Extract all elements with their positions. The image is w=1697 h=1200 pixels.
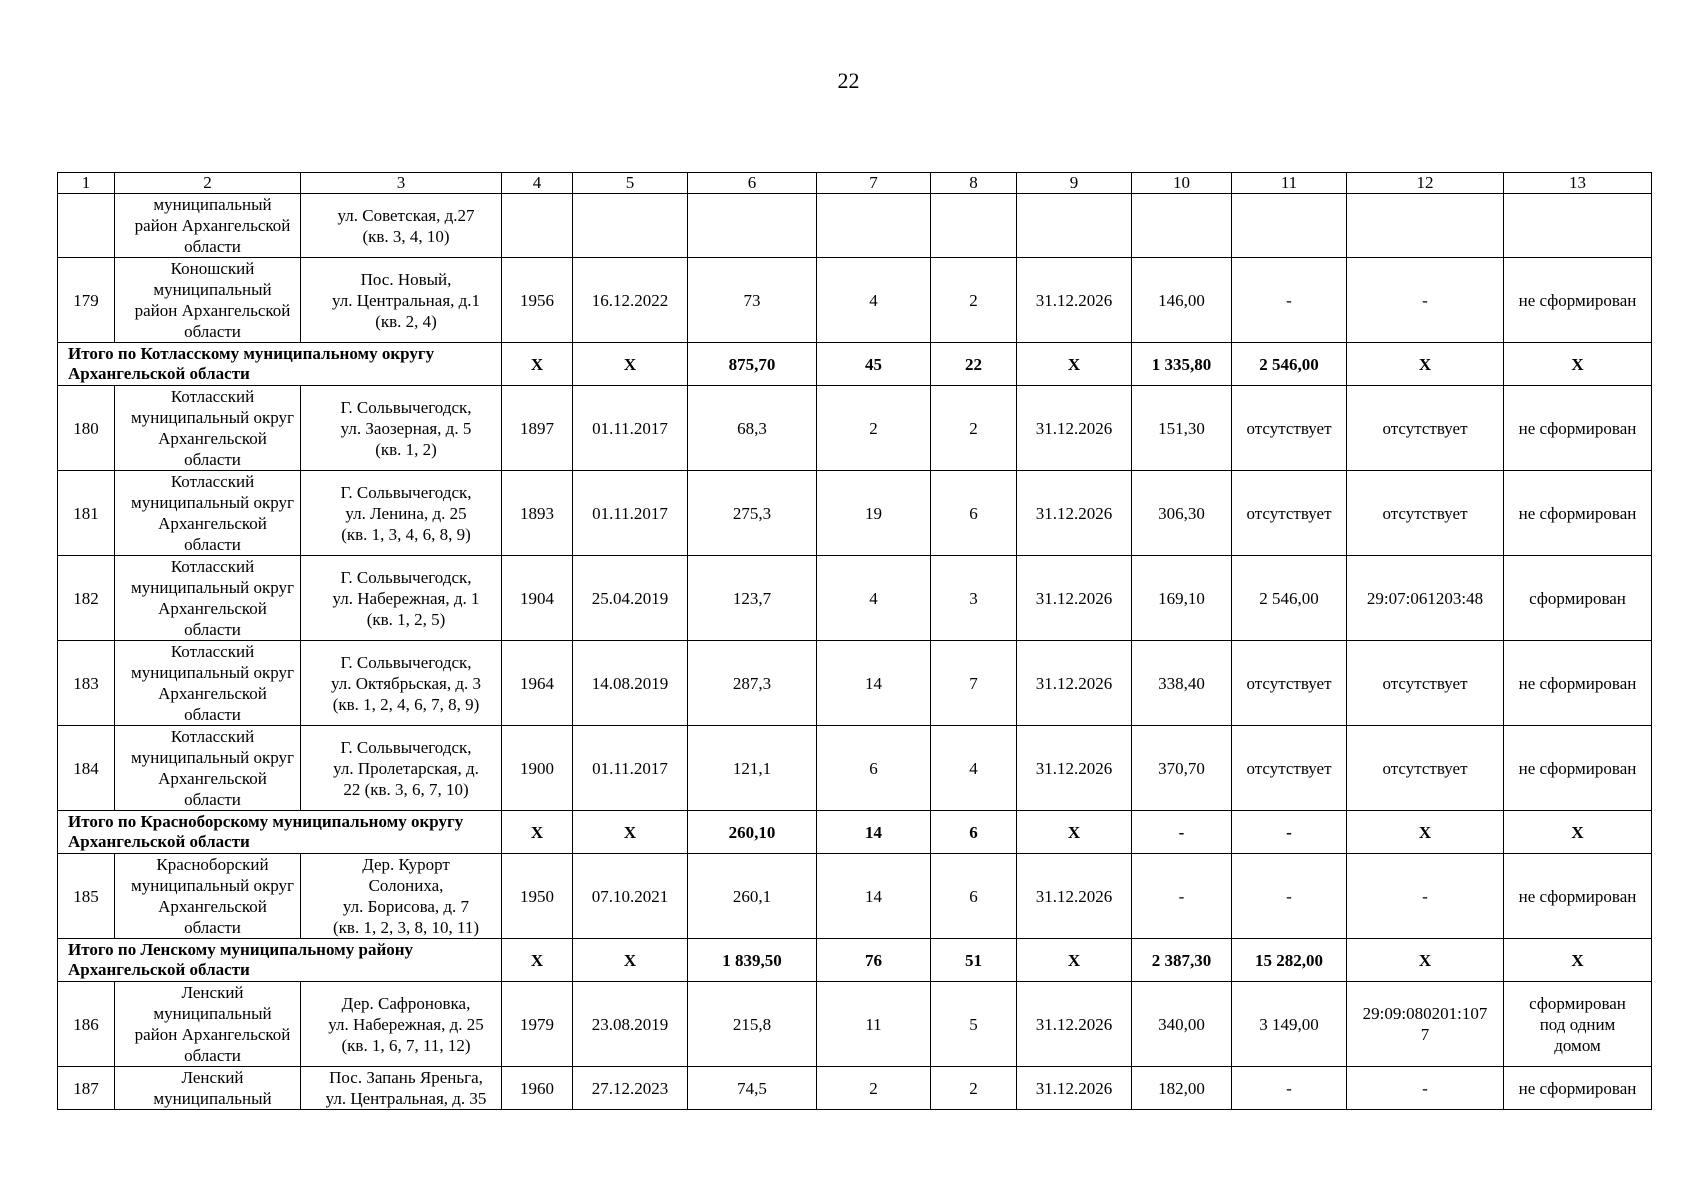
table-cell: 31.12.2026 [1017, 471, 1132, 556]
table-cell: 287,3 [688, 641, 817, 726]
column-number-row [58, 173, 1652, 194]
municipality-cell: Коношский муниципальный район Архангельской области [115, 258, 301, 343]
table-cell [1504, 194, 1652, 258]
subtotal-cell: X [1017, 811, 1132, 854]
column-header: 3 [301, 173, 502, 194]
address-cell: Дер. Курорт Солониха, ул. Борисова, д. 7 (кв. 1, 2, 3, 8, 10, 11) [301, 854, 502, 939]
table-cell: 186 [58, 982, 115, 1067]
table-cell: 181 [58, 471, 115, 556]
municipality-cell: Ленский муниципальный район Архангельской области [115, 982, 301, 1067]
municipality-cell: Котласский муниципальный округ Архангельской области [115, 471, 301, 556]
table-cell: 370,70 [1132, 726, 1232, 811]
subtotal-cell: 45 [817, 343, 931, 386]
column-header: 6 [688, 173, 817, 194]
table-cell: 27.12.2023 [573, 1067, 688, 1110]
table-cell: - [1232, 258, 1347, 343]
subtotal-cell: - [1232, 811, 1347, 854]
column-header: 9 [1017, 173, 1132, 194]
column-header: 2 [115, 173, 301, 194]
table-cell: отсутствует [1347, 471, 1504, 556]
subtotal-cell: X [1347, 811, 1504, 854]
table-cell: 184 [58, 726, 115, 811]
table-cell: 3 [931, 556, 1017, 641]
subtotal-cell: X [1504, 939, 1652, 982]
table-cell: 6 [931, 854, 1017, 939]
subtotal-cell: 6 [931, 811, 1017, 854]
table-cell: 151,30 [1132, 386, 1232, 471]
table-cell: 4 [817, 556, 931, 641]
table-cell: сформирован под одним домом [1504, 982, 1652, 1067]
table-cell: 68,3 [688, 386, 817, 471]
subtotal-row [58, 343, 1652, 386]
table-cell: 180 [58, 386, 115, 471]
subtotal-cell: X [1504, 811, 1652, 854]
table-cell [502, 194, 573, 258]
table-cell: 338,40 [1132, 641, 1232, 726]
table-cell [1017, 194, 1132, 258]
subtotal-cell: 14 [817, 811, 931, 854]
table-cell [688, 194, 817, 258]
column-header: 7 [817, 173, 931, 194]
table-row [58, 982, 1652, 1067]
table-cell: 1904 [502, 556, 573, 641]
subtotal-cell: 875,70 [688, 343, 817, 386]
column-header: 1 [58, 173, 115, 194]
table-cell: 1960 [502, 1067, 573, 1110]
table-cell [1232, 194, 1347, 258]
table-cell: 5 [931, 982, 1017, 1067]
table-cell: - [1132, 854, 1232, 939]
table-cell [58, 194, 115, 258]
table-cell: 29:07:061203:48 [1347, 556, 1504, 641]
table-cell: 19 [817, 471, 931, 556]
column-header: 4 [502, 173, 573, 194]
table-cell: отсутствует [1232, 386, 1347, 471]
table-cell: 07.10.2021 [573, 854, 688, 939]
table-cell: 340,00 [1132, 982, 1232, 1067]
table-cell: 16.12.2022 [573, 258, 688, 343]
page-number: 22 [837, 68, 860, 93]
subtotal-cell: X [502, 343, 573, 386]
table-cell: 01.11.2017 [573, 471, 688, 556]
address-cell: Г. Сольвычегодск, ул. Набережная, д. 1 (кв. 1, 2, 5) [301, 556, 502, 641]
housing-registry-table [57, 172, 1652, 1110]
table-cell: 14 [817, 641, 931, 726]
column-header: 11 [1232, 173, 1347, 194]
table-cell: 6 [931, 471, 1017, 556]
table-row [58, 386, 1652, 471]
table-cell: 23.08.2019 [573, 982, 688, 1067]
table-cell: 185 [58, 854, 115, 939]
table-cell: 31.12.2026 [1017, 726, 1132, 811]
subtotal-cell: 51 [931, 939, 1017, 982]
subtotal-cell: 76 [817, 939, 931, 982]
subtotal-row [58, 939, 1652, 982]
table-cell: 183 [58, 641, 115, 726]
table-cell: - [1232, 854, 1347, 939]
subtotal-cell: X [1504, 343, 1652, 386]
subtotal-label: Итого по Ленскому муниципальному району Архангельской области [58, 939, 502, 982]
table-cell: 31.12.2026 [1017, 556, 1132, 641]
table-cell: 31.12.2026 [1017, 258, 1132, 343]
table-cell: 275,3 [688, 471, 817, 556]
table-cell: 182,00 [1132, 1067, 1232, 1110]
table-cell: 121,1 [688, 726, 817, 811]
table-cell: 6 [817, 726, 931, 811]
table-cell: 2 [817, 386, 931, 471]
table-cell: 31.12.2026 [1017, 386, 1132, 471]
table-cell [1347, 194, 1504, 258]
subtotal-cell: 2 387,30 [1132, 939, 1232, 982]
table-cell: 169,10 [1132, 556, 1232, 641]
table-cell: 31.12.2026 [1017, 854, 1132, 939]
subtotal-cell: X [573, 939, 688, 982]
address-cell: Пос. Запань Яреньга, ул. Центральная, д. 35 [301, 1067, 502, 1110]
table-cell: 14 [817, 854, 931, 939]
subtotal-label: Итого по Красноборскому муниципальному округу Архангельской области [58, 811, 502, 854]
subtotal-cell: 22 [931, 343, 1017, 386]
column-header: 8 [931, 173, 1017, 194]
table-cell: отсутствует [1347, 726, 1504, 811]
address-cell: ул. Советская, д.27 (кв. 3, 4, 10) [301, 194, 502, 258]
table-cell: 2 [931, 386, 1017, 471]
column-header: 10 [1132, 173, 1232, 194]
municipality-cell: Ленский муниципальный [115, 1067, 301, 1110]
address-cell: Г. Сольвычегодск, ул. Пролетарская, д. 22 (кв. 3, 6, 7, 10) [301, 726, 502, 811]
table-cell: 1897 [502, 386, 573, 471]
table-cell: - [1347, 1067, 1504, 1110]
table-cell: не сформирован [1504, 1067, 1652, 1110]
table-row [58, 258, 1652, 343]
table-cell: 4 [931, 726, 1017, 811]
subtotal-cell: X [1347, 939, 1504, 982]
table-cell: отсутствует [1232, 726, 1347, 811]
table-row [58, 641, 1652, 726]
table-cell: 31.12.2026 [1017, 982, 1132, 1067]
municipality-cell: Котласский муниципальный округ Архангельской области [115, 556, 301, 641]
municipality-cell: Котласский муниципальный округ Архангельской области [115, 386, 301, 471]
address-cell: Г. Сольвычегодск, ул. Ленина, д. 25 (кв. 1, 3, 4, 6, 8, 9) [301, 471, 502, 556]
table-cell: 2 [931, 1067, 1017, 1110]
table-row [58, 556, 1652, 641]
table-cell: не сформирован [1504, 854, 1652, 939]
table-cell: 260,1 [688, 854, 817, 939]
table-cell: 1950 [502, 854, 573, 939]
municipality-cell: муниципальный район Архангельской области [115, 194, 301, 258]
table-cell: - [1232, 1067, 1347, 1110]
table-cell: 1979 [502, 982, 573, 1067]
table-cell: 31.12.2026 [1017, 641, 1132, 726]
municipality-cell: Котласский муниципальный округ Архангельской области [115, 726, 301, 811]
table-cell: отсутствует [1232, 471, 1347, 556]
table-cell: 3 149,00 [1232, 982, 1347, 1067]
table-row [58, 471, 1652, 556]
subtotal-cell: X [1017, 343, 1132, 386]
table-cell: 179 [58, 258, 115, 343]
table-cell: 14.08.2019 [573, 641, 688, 726]
table-cell: 7 [931, 641, 1017, 726]
table-cell: 1964 [502, 641, 573, 726]
subtotal-cell: - [1132, 811, 1232, 854]
table-row [58, 194, 1652, 258]
subtotal-cell: 2 546,00 [1232, 343, 1347, 386]
subtotal-cell: X [573, 811, 688, 854]
subtotal-cell: X [502, 811, 573, 854]
address-cell: Г. Сольвычегодск, ул. Заозерная, д. 5 (кв. 1, 2) [301, 386, 502, 471]
table-cell: 2 [931, 258, 1017, 343]
table-cell: 215,8 [688, 982, 817, 1067]
table-cell [1132, 194, 1232, 258]
subtotal-cell: X [1017, 939, 1132, 982]
table-cell: 182 [58, 556, 115, 641]
table-cell: 73 [688, 258, 817, 343]
table-cell: 2 [817, 1067, 931, 1110]
table-cell: отсутствует [1347, 641, 1504, 726]
table-cell: 4 [817, 258, 931, 343]
table-cell: не сформирован [1504, 641, 1652, 726]
table-cell: - [1347, 854, 1504, 939]
table-cell: 123,7 [688, 556, 817, 641]
table-cell: 31.12.2026 [1017, 1067, 1132, 1110]
address-cell: Дер. Сафроновка, ул. Набережная, д. 25 (кв. 1, 6, 7, 11, 12) [301, 982, 502, 1067]
table-cell: 306,30 [1132, 471, 1232, 556]
table-row [58, 1067, 1652, 1110]
municipality-cell: Котласский муниципальный округ Архангельской области [115, 641, 301, 726]
subtotal-cell: 1 335,80 [1132, 343, 1232, 386]
table-cell: 146,00 [1132, 258, 1232, 343]
table-cell: 01.11.2017 [573, 726, 688, 811]
table-cell: отсутствует [1347, 386, 1504, 471]
table-cell: 187 [58, 1067, 115, 1110]
table-cell: 01.11.2017 [573, 386, 688, 471]
subtotal-cell: 1 839,50 [688, 939, 817, 982]
table-cell: 2 546,00 [1232, 556, 1347, 641]
subtotal-cell: 260,10 [688, 811, 817, 854]
table-cell: не сформирован [1504, 471, 1652, 556]
table-cell: - [1347, 258, 1504, 343]
table-cell: 11 [817, 982, 931, 1067]
table-cell: 1956 [502, 258, 573, 343]
table-cell: 1893 [502, 471, 573, 556]
table-cell: 74,5 [688, 1067, 817, 1110]
subtotal-cell: X [573, 343, 688, 386]
table-cell [573, 194, 688, 258]
address-cell: Г. Сольвычегодск, ул. Октябрьская, д. 3 (кв. 1, 2, 4, 6, 7, 8, 9) [301, 641, 502, 726]
table-cell: не сформирован [1504, 386, 1652, 471]
table-cell: сформирован [1504, 556, 1652, 641]
address-cell: Пос. Новый, ул. Центральная, д.1 (кв. 2, 4) [301, 258, 502, 343]
table-cell: отсутствует [1232, 641, 1347, 726]
table-cell: не сформирован [1504, 258, 1652, 343]
table-cell: не сформирован [1504, 726, 1652, 811]
table-header [58, 173, 1652, 194]
column-header: 13 [1504, 173, 1652, 194]
subtotal-cell: 15 282,00 [1232, 939, 1347, 982]
table-cell: 29:09:080201:107 7 [1347, 982, 1504, 1067]
subtotal-label: Итого по Котласскому муниципальному округу Архангельской области [58, 343, 502, 386]
column-header: 5 [573, 173, 688, 194]
table-cell [931, 194, 1017, 258]
subtotal-cell: X [502, 939, 573, 982]
table-cell: 25.04.2019 [573, 556, 688, 641]
subtotal-cell: X [1347, 343, 1504, 386]
table-row [58, 854, 1652, 939]
column-header: 12 [1347, 173, 1504, 194]
municipality-cell: Красноборский муниципальный округ Архангельской области [115, 854, 301, 939]
table-row [58, 726, 1652, 811]
table-body [58, 194, 1652, 1110]
table-cell [817, 194, 931, 258]
subtotal-row [58, 811, 1652, 854]
table-cell: 1900 [502, 726, 573, 811]
